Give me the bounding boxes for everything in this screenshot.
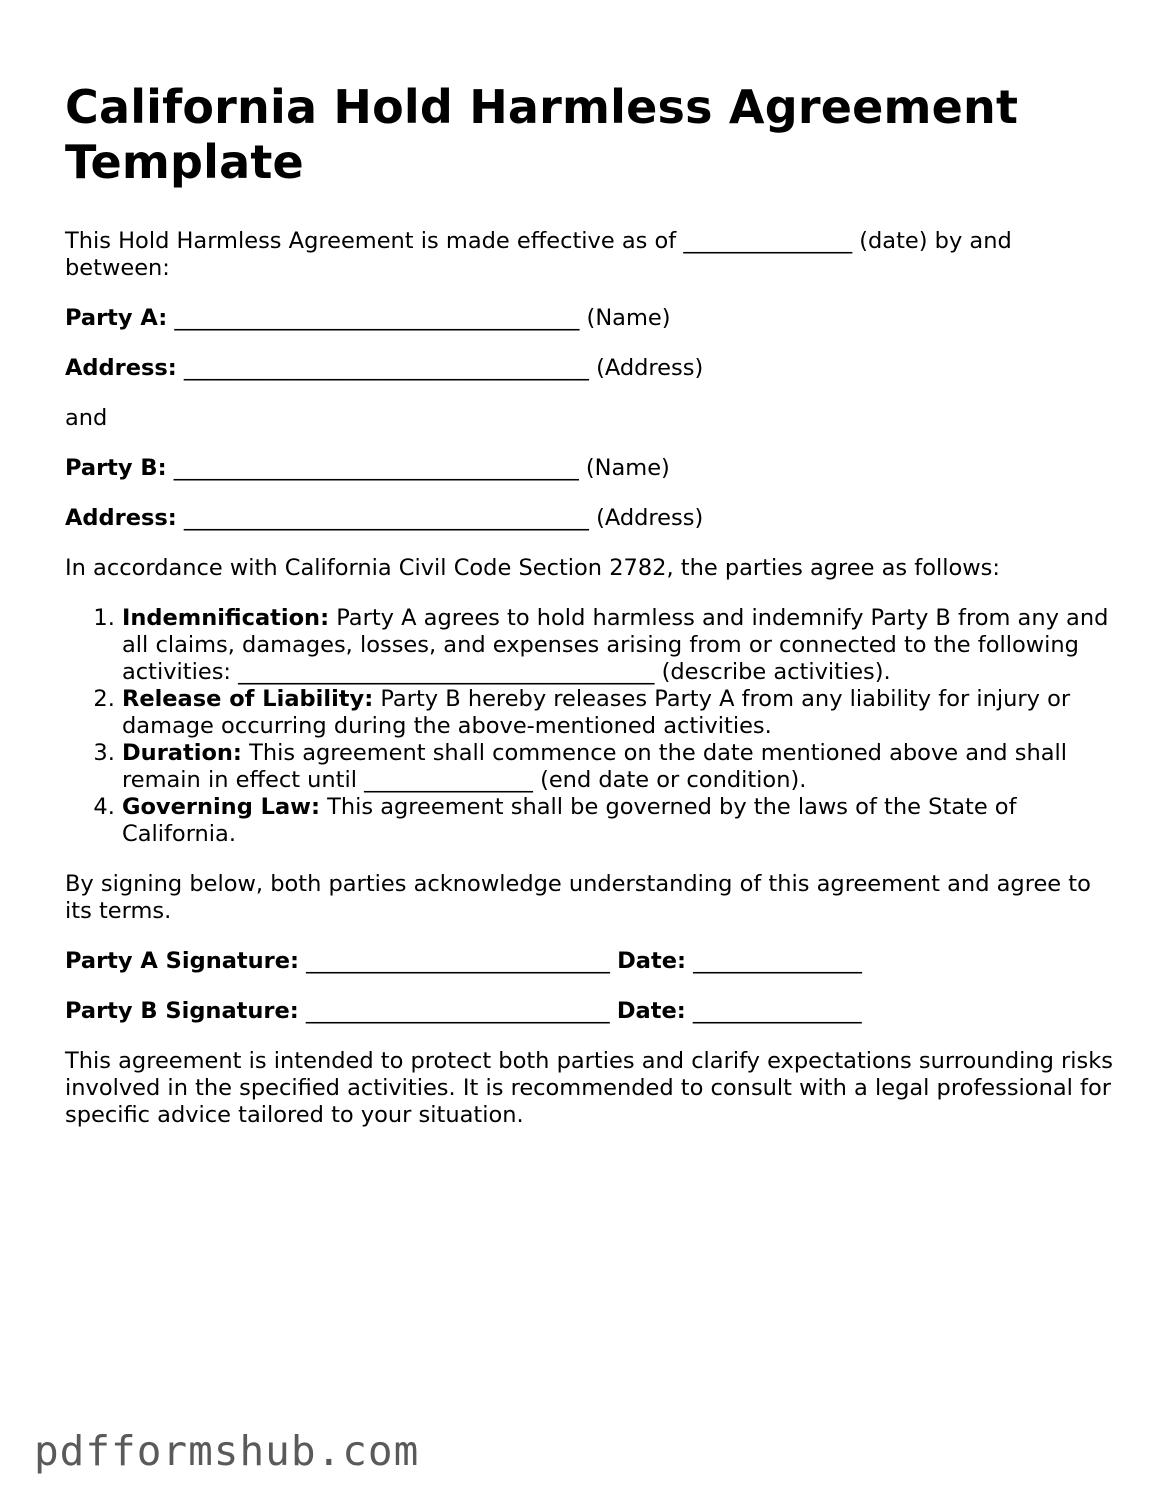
party-b-signature-line [65, 998, 1115, 1025]
party-b-address-blank: ____________________________________ (Address) [176, 505, 704, 531]
party-b-name-field [65, 455, 1115, 482]
party-a-name-blank: ____________________________________ (Name) [167, 305, 671, 331]
party-a-signature-label: Party A Signature: [65, 948, 300, 974]
term-text: Party A agrees to hold harmless and indemnify Party B from any and all claims, damages, losses, and expenses arising from or connected to the following activities: _____________________________________ (describe activities). [122, 605, 1109, 685]
term-label: Duration: [122, 740, 242, 766]
intro-paragraph: This Hold Harmless Agreement is made effective as of _______________ (date) by and between: [65, 228, 1012, 281]
party-a-address-field [65, 355, 1115, 382]
term-text: Party B hereby releases Party A from any liability for injury or damage occurring during the above-mentioned activities. [122, 686, 1071, 739]
term-label: Release of Liability: [122, 686, 374, 712]
party-a-label: Party A: [65, 305, 168, 331]
closing-paragraph: This agreement is intended to protect both parties and clarify expectations surrounding risks involved in the specified activities. It is recommended to consult with a legal professional for specific advice tailored to your situation. [65, 1048, 1114, 1128]
and-text: and [65, 405, 108, 431]
party-a-signature-blank: ___________________________ [299, 948, 618, 974]
term-release-of-liability [122, 686, 1115, 740]
term-text: This agreement shall commence on the date mentioned above and shall remain in effect until _______________ (end date or condition). [122, 740, 1068, 793]
party-b-name-blank: ____________________________________ (Name) [166, 455, 670, 481]
party-b-signature-blank: ___________________________ [298, 998, 617, 1024]
party-a-name-field [65, 305, 1115, 332]
term-text: This agreement shall be governed by the laws of the State of California. [122, 794, 1017, 847]
term-indemnification [122, 605, 1115, 686]
acknowledgement-paragraph: By signing below, both parties acknowledge understanding of this agreement and agree to its terms. [65, 871, 1091, 924]
term-duration [122, 740, 1115, 794]
party-a-address-blank: ____________________________________ (Address) [176, 355, 704, 381]
party-a-signature-line [65, 948, 1115, 975]
terms-list [65, 605, 1115, 848]
watermark: pdfformshub.com [34, 1427, 420, 1475]
party-a-date-blank: _______________ [685, 948, 862, 974]
document-title: California Hold Harmless Agreement Template [65, 80, 1019, 189]
document-page [65, 80, 1115, 1129]
party-b-signature-label: Party B Signature: [65, 998, 299, 1024]
party-a-address-label: Address: [65, 355, 177, 381]
party-b-label: Party B: [65, 455, 167, 481]
party-a-date-label: Date: [617, 948, 686, 974]
term-label: Governing Law: [122, 794, 320, 820]
party-b-address-field [65, 505, 1115, 532]
term-label: Indemnification: [122, 605, 330, 631]
accordance-paragraph: In accordance with California Civil Code Section 2782, the parties agree as follows: [65, 555, 1000, 581]
party-b-date-blank: _______________ [685, 998, 862, 1024]
party-b-address-label: Address: [65, 505, 177, 531]
term-governing-law [122, 794, 1115, 848]
party-b-date-label: Date: [616, 998, 686, 1024]
